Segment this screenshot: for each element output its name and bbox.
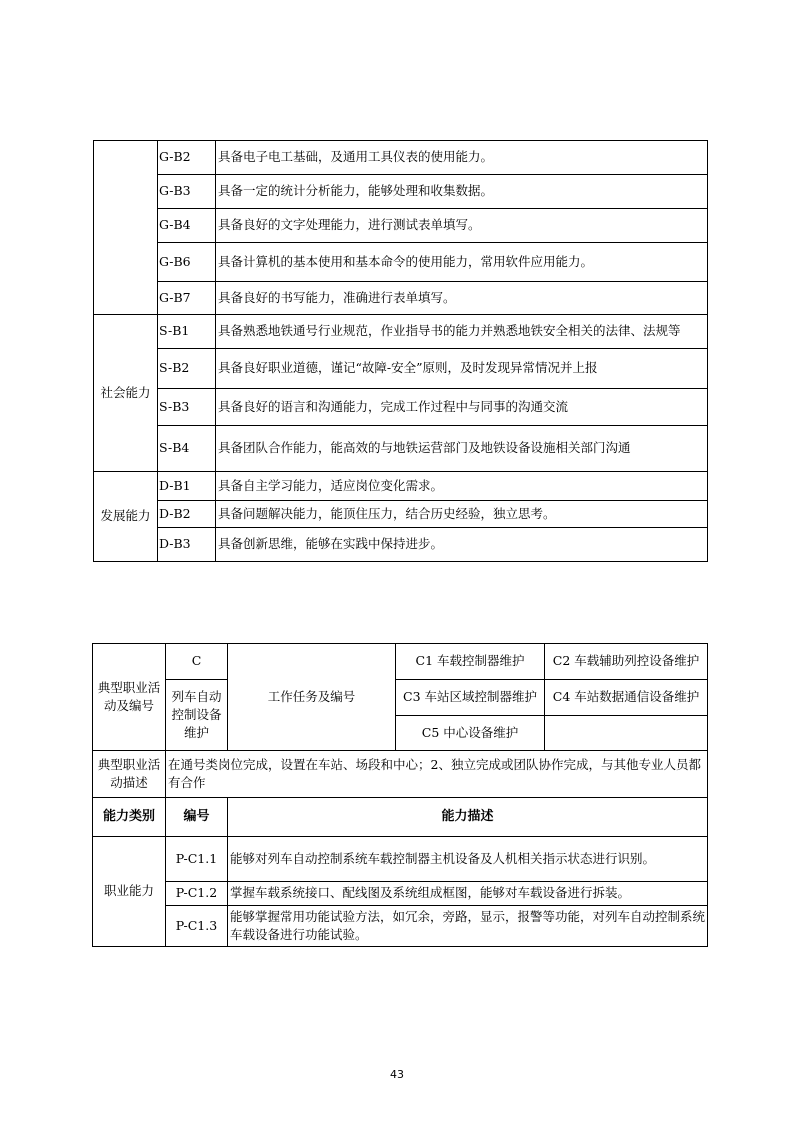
- table-row: [94, 282, 708, 315]
- ability-desc: 具备熟悉地铁通号行业规范，作业指导书的能力并熟悉地铁安全相关的法律、法规等: [216, 315, 708, 349]
- activity-name: 列车自动控制设备维护: [166, 680, 228, 751]
- activity-code: C: [166, 644, 228, 680]
- category-social: 社会能力: [94, 315, 158, 472]
- ability-code: S-B4: [158, 426, 216, 472]
- task-label: 工作任务及编号: [228, 644, 396, 751]
- ability-code: S-B3: [158, 389, 216, 426]
- activity-label: 典型职业活动及编号: [93, 644, 166, 751]
- ability-code: P-C1.2: [166, 882, 228, 906]
- ability-desc: 具备一定的统计分析能力，能够处理和收集数据。: [216, 175, 708, 209]
- category-development: 发展能力: [94, 472, 158, 562]
- ability-desc: 具备计算机的基本使用和基本命令的使用能力，常用软件应用能力。: [216, 243, 708, 282]
- table-row: [94, 175, 708, 209]
- ability-code: D-B3: [158, 528, 216, 562]
- table-header-row: [93, 798, 708, 837]
- ability-code: G-B7: [158, 282, 216, 315]
- ability-desc: 具备自主学习能力，适应岗位变化需求。: [216, 472, 708, 501]
- ability-code: S-B1: [158, 315, 216, 349]
- ability-table-continued: [93, 140, 708, 562]
- page-number: 43: [390, 1068, 404, 1081]
- ability-desc: 具备良好的书写能力，准确进行表单填写。: [216, 282, 708, 315]
- table-row: [93, 906, 708, 947]
- table-row: [94, 472, 708, 501]
- ability-code: D-B2: [158, 501, 216, 528]
- ability-desc: 具备创新思维，能够在实践中保持进步。: [216, 528, 708, 562]
- table-row: [93, 882, 708, 906]
- ability-code: G-B6: [158, 243, 216, 282]
- ability-desc: 具备良好的语言和沟通能力，完成工作过程中与同事的沟通交流: [216, 389, 708, 426]
- table-row: [94, 501, 708, 528]
- desc-label: 典型职业活动描述: [93, 751, 166, 798]
- ability-code: G-B2: [158, 141, 216, 175]
- table-row: [93, 644, 708, 680]
- table-row: [93, 680, 708, 716]
- task-item: C5 中心设备维护: [396, 716, 545, 751]
- category-cell-empty: [94, 141, 158, 315]
- ability-desc: 能够掌握常用功能试验方法，如冗余，旁路，显示，报警等功能，对列车自动控制系统车载设备进行功能试验。: [228, 906, 708, 947]
- ability-desc: 能够对列车自动控制系统车载控制器主机设备及人机相关指示状态进行识别。: [228, 837, 708, 882]
- activity-table: [92, 643, 708, 947]
- ability-code: G-B4: [158, 209, 216, 243]
- ability-desc: 掌握车载系统接口、配线图及系统组成框图，能够对车载设备进行拆装。: [228, 882, 708, 906]
- table-row: [94, 426, 708, 472]
- ability-desc: 具备团队合作能力，能高效的与地铁运营部门及地铁设备设施相关部门沟通: [216, 426, 708, 472]
- category-professional: 职业能力: [93, 837, 166, 947]
- task-item: C1 车载控制器维护: [396, 644, 545, 680]
- header-category: 能力类别: [93, 798, 166, 837]
- table-row: [93, 751, 708, 798]
- task-item: C3 车站区域控制器维护: [396, 680, 545, 716]
- table-row: [94, 528, 708, 562]
- task-item: C2 车载辅助列控设备维护: [545, 644, 708, 680]
- task-item-empty: [545, 716, 708, 751]
- header-code: 编号: [166, 798, 228, 837]
- ability-code: G-B3: [158, 175, 216, 209]
- table-row: [94, 243, 708, 282]
- ability-code: P-C1.3: [166, 906, 228, 947]
- header-desc: 能力描述: [228, 798, 708, 837]
- ability-desc: 具备良好职业道德，谨记“故障-安全”原则，及时发现异常情况并上报: [216, 349, 708, 389]
- table-row: [93, 837, 708, 882]
- task-item: C4 车站数据通信设备维护: [545, 680, 708, 716]
- table-row: [94, 141, 708, 175]
- table-row: [94, 315, 708, 349]
- ability-code: P-C1.1: [166, 837, 228, 882]
- ability-desc: 具备问题解决能力，能顶住压力，结合历史经验，独立思考。: [216, 501, 708, 528]
- table-row: [94, 389, 708, 426]
- ability-desc: 具备良好的文字处理能力，进行测试表单填写。: [216, 209, 708, 243]
- ability-code: S-B2: [158, 349, 216, 389]
- table-row: [94, 349, 708, 389]
- ability-desc: 具备电子电工基础，及通用工具仪表的使用能力。: [216, 141, 708, 175]
- table-row: [94, 209, 708, 243]
- desc-text: 在通号类岗位完成，设置在车站、场段和中心；2、独立完成或团队协作完成，与其他专业人员都有合作: [166, 751, 708, 798]
- ability-code: D-B1: [158, 472, 216, 501]
